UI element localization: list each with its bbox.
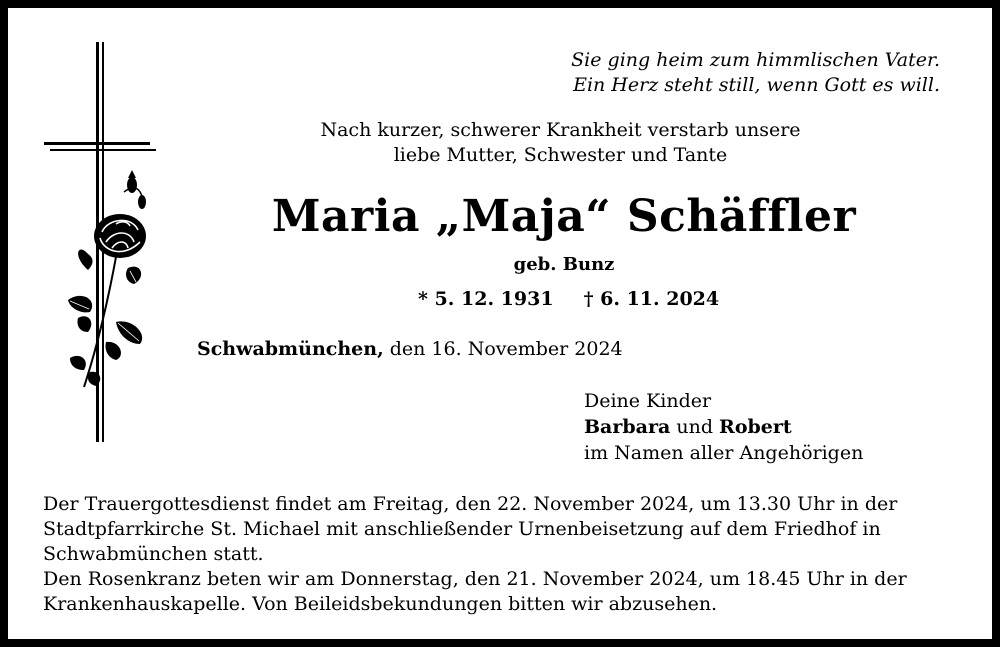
signature-names <box>584 414 863 440</box>
conjunction: und <box>676 416 713 438</box>
mourners-signature <box>584 388 863 466</box>
signature-line-1: Deine Kinder <box>584 390 712 412</box>
cross-with-rose-icon <box>42 42 172 452</box>
motto-line-2: Ein Herz steht still, wenn Gott es will. <box>573 74 940 96</box>
deceased-name: Maria „Maja“ Schäffler <box>271 191 857 242</box>
motto-verse <box>571 48 940 98</box>
place-and-date <box>197 338 623 360</box>
service-notice <box>43 492 963 617</box>
notice-date: den 16. November 2024 <box>389 338 623 360</box>
intro-line-2: liebe Mutter, Schwester und Tante <box>393 144 728 166</box>
mourner-name-2: Robert <box>719 416 792 438</box>
birth-date: * 5. 12. 1931 <box>418 288 554 310</box>
signature-line-3: im Namen aller Angehörigen <box>584 442 864 464</box>
mourner-name-1: Barbara <box>584 416 671 438</box>
service-paragraph-1: Der Trauergottesdienst findet am Freitag, den 22. November 2024, um 13.30 Uhr in der Stadtpfarrkirche St. Michael mit anschließender Urnenbeisetzung auf dem Friedhof in Schwabmünchen statt. <box>43 493 898 565</box>
place: Schwabmünchen, <box>197 338 384 360</box>
intro-text <box>8 118 1000 168</box>
motto-line-1: Sie ging heim zum himmlischen Vater. <box>571 49 940 71</box>
maiden-name: geb. Bunz <box>513 254 615 275</box>
death-date: † 6. 11. 2024 <box>583 288 720 310</box>
intro-line-1: Nach kurzer, schwerer Krankheit verstarb unsere <box>320 119 801 141</box>
service-paragraph-2: Den Rosenkranz beten wir am Donnerstag, den 21. November 2024, um 18.45 Uhr in der Krankenhauskapelle. Von Beileidsbekundungen bitten wir abzusehen. <box>43 568 907 615</box>
life-dates <box>418 288 719 310</box>
